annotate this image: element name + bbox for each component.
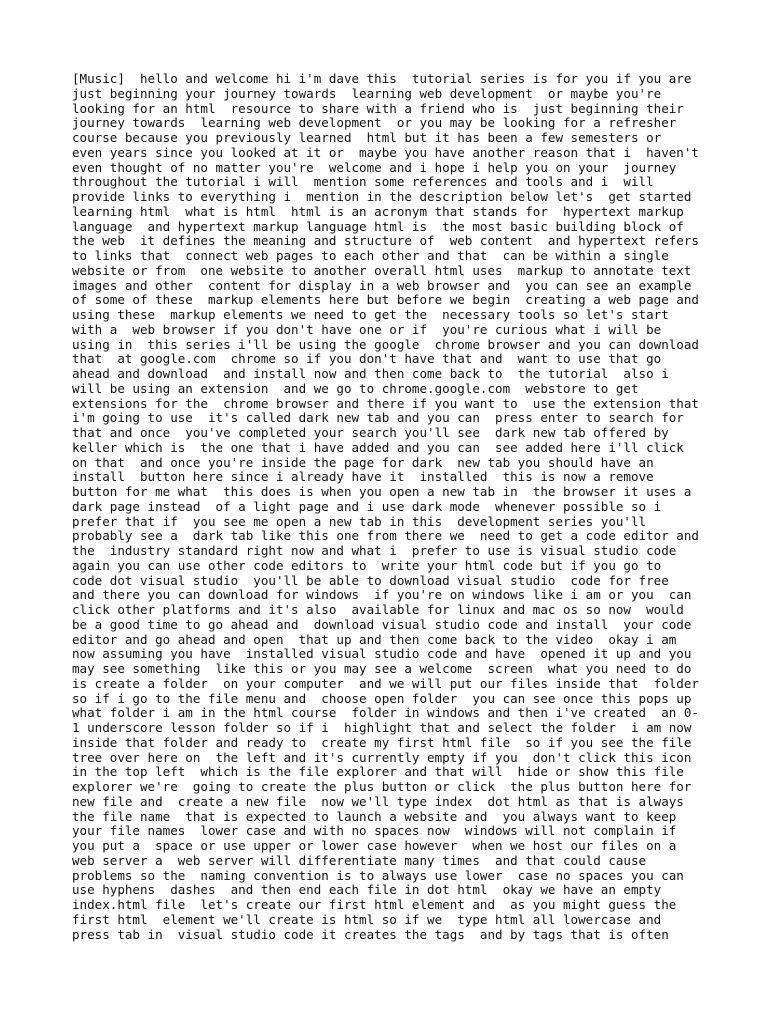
transcript-text: [Music] hello and welcome hi i'm dave this tutorial series is for you if you are just beginning your journey towards learning web development or maybe you're looking for an html resource to share with a friend who is just beginning their journey towards learning web development or you may be looking for a refresher course because you previously learned html but it has been a few semesters or even years since you looked at it or maybe you have another reason that i haven't even thought of no matter you're welcome and i hope i help you on your journey throughout the tutorial i will mention some references and tools and i will provide links to everything i mention in the description below let's get started learning html what is html html is an acronym that stands for hypertext markup language and hypertext markup language html is the most basic building block of the web it defines the meaning and structure of web content and hypertext refers to links that connect web pages to each other and that can be within a single website or from one website to another overall html uses markup to annotate text images and other content for display in a web browser and you can see an example of some of these markup elements here but before we begin creating a web page and using these markup elements we need to get the necessary tools so let's start with a web browser if you don't have one or if you're curious what i will be using in this series i'll be using the google chrome browser and you can download that at google.com chrome so if you don't have that and want to use that go ahead and download and install now and then come back to the tutorial also i will be using an extension and we go to chrome.google.com webstore to get extensions for the chrome browser and there if you want to use the extension that i'm going to use it's called dark new tab and you can press enter to search for that and once you've completed your search you'll see dark new tab offered by keller which is the one that i have added and you can see added here i'll click on that and once you're inside the page for dark new tab you should have an install button here since i already have it installed this is now a remove button for me what this does is when you open a new tab in the browser it uses a dark page instead of a light page and i use dark mode whenever possible so i prefer that if you see me open a new tab in this development series you'll probably see a dark tab like this one from there we need to get a code editor and the industry standard right now and what i prefer to use is visual studio code again you can use other code editors to write your html code but if you go to code dot visual studio you'll be able to download visual studio code for free and there you can download for windows if you're on windows like i am or you can click other platforms and it's also available for linux and mac os so now would be a good time to go ahead and download visual studio code and install your code editor and go ahead and open that up and then come back to the video okay i am now assuming you have installed visual studio code and have opened it up and you may see something like this or you may see a welcome screen what you need to do is create a folder on your computer and we will put our files inside that folder so if i go to the file menu and choose open folder you can see once this pops up what folder i am in the html course folder in windows and then i've created an 0- 1 underscore lesson folder so if i highlight that and select the folder i am now inside that folder and ready to create my first html file so if you see the file tree over here on the left and it's currently empty if you don't click this icon in the top left which is the file explorer and that will hide or show this file explorer we're going to create the plus button or click the plus button here for new file and create a new file now we'll type index dot html as that is always the file name that is expected to launch a website and you always want to keep your file names lower case and with no spaces now windows will not complain if you put a space or use upper or lower case however when we host our files on a web server a web server will differentiate many times and that could cause problems so the naming convention is to always use lower case no spaces you can use hyphens dashes and then end each file in dot html okay we have an empty index.html file let's create our first html element and as you might guess the first html element we'll create is html so if we type html all lowercase and press tab in visual studio code it creates the tags and by tags that is often [72,71,699,942]
